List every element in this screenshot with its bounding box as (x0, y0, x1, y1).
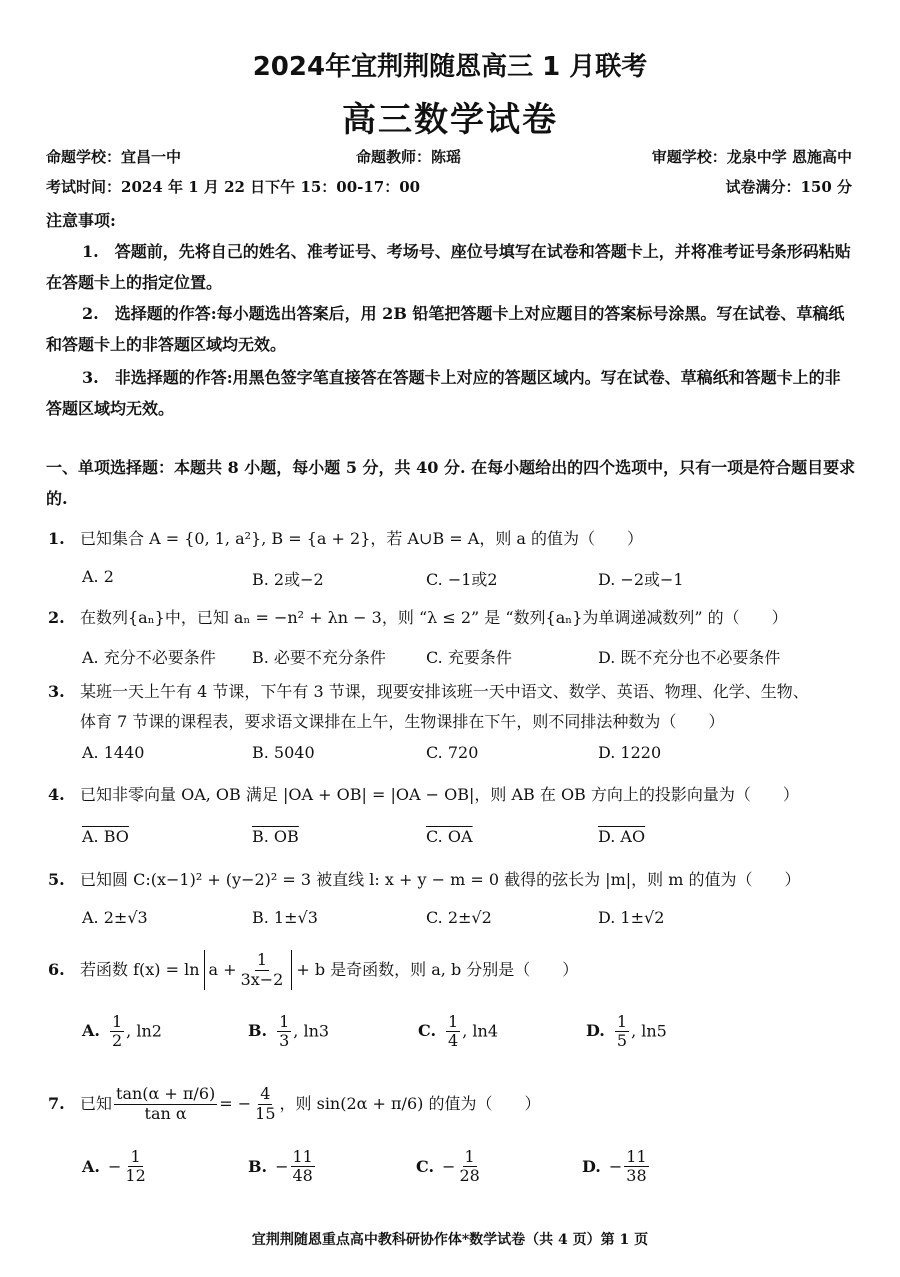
question-2 (48, 606, 856, 630)
option-letter: D. (582, 1157, 601, 1177)
q3-option-c[interactable]: C. 720 (426, 743, 479, 762)
question-text: 已知集合 A = {0, 1, a²}, B = {a + 2}，若 A∪B = A，则 a 的值为（ ） (80, 529, 644, 548)
q5-option-c[interactable]: C. 2±√2 (426, 908, 492, 927)
fraction (123, 1148, 147, 1186)
numerator: tan(α + π/6) (116, 1084, 216, 1104)
q7-option-b[interactable] (248, 1148, 317, 1186)
denominator: 28 (459, 1166, 480, 1186)
option-letter: B. (248, 1157, 268, 1177)
numerator: 1 (616, 1012, 628, 1031)
school-label: 命题学校：宜昌一中 (46, 148, 182, 166)
q2-option-a[interactable]: A. 充分不必要条件 (82, 648, 216, 667)
paper-title: 高三数学试卷 (342, 100, 558, 140)
question-3 (48, 680, 856, 704)
option-sign: − (442, 1157, 456, 1177)
question-number: 6. (48, 960, 65, 979)
question-4 (48, 783, 856, 807)
option-letter: A. (82, 1021, 100, 1041)
q4-option-b[interactable]: B. OB (252, 827, 299, 846)
q5-option-a[interactable]: A. 2±√3 (82, 908, 148, 927)
q7-option-a[interactable] (82, 1148, 150, 1186)
q6-option-c[interactable] (418, 1013, 498, 1051)
fraction (110, 1013, 124, 1051)
notice-item-3: 3. 非选择题的作答:用黑色签字笔直接答在答题卡上对应的答题区域内。写在试卷、草稿纸和答题卡上的非答题区域均无效。 (46, 368, 841, 418)
option-letter: A. (82, 1157, 100, 1177)
q3-option-b[interactable]: B. 5040 (252, 743, 315, 762)
page-footer: 宜荆荆随恩重点高中教科研协作体*数学试卷（共 4 页）第 1 页 (251, 1232, 649, 1248)
exam-title: 2024年宜荆荆随恩高三 1 月联考 (252, 52, 648, 82)
fraction (446, 1013, 460, 1051)
denominator: 48 (292, 1166, 313, 1186)
option-sign: − (608, 1157, 623, 1177)
option-tail: , ln3 (293, 1021, 330, 1041)
q4-option-c[interactable]: C. OA (426, 827, 473, 846)
question-text-pre: 若函数 f(x) = ln (80, 960, 200, 979)
question-number: 7. (48, 1094, 65, 1113)
q3-option-d[interactable]: D. 1220 (598, 743, 662, 762)
q6-option-a[interactable] (82, 1013, 162, 1051)
question-text-line1: 某班一天上午有 4 节课，下午有 3 节课，现要安排该班一天中语文、数学、英语、物理、化学、生物、 (80, 682, 809, 701)
numerator: 11 (292, 1147, 313, 1166)
numerator: 1 (448, 1012, 459, 1031)
question-6 (48, 950, 856, 990)
abs-bars (204, 950, 293, 990)
question-text: 在数列{aₙ}中，已知 aₙ = −n² + λn − 3，则 “λ ≤ 2” 是 “数列{aₙ}为单调递减数列” 的（ ） (80, 608, 788, 627)
fraction (457, 1148, 481, 1186)
q6-option-b[interactable] (248, 1013, 329, 1051)
option-letter: C. (416, 1157, 435, 1177)
q1-option-c[interactable]: C. −1或2 (426, 570, 498, 589)
numerator: 4 (260, 1084, 271, 1104)
option-letter: D. (586, 1021, 605, 1041)
option-tail: , ln5 (631, 1021, 667, 1041)
question-1 (48, 527, 856, 551)
option-letter: B. (248, 1021, 268, 1041)
denominator: 38 (626, 1166, 647, 1186)
denominator: tan α (144, 1103, 187, 1123)
numerator: 1 (130, 1147, 141, 1166)
fraction (277, 1013, 291, 1051)
question-number: 2. (48, 608, 65, 627)
q1-option-a[interactable]: A. 2 (82, 567, 114, 586)
question-7 (48, 1080, 856, 1128)
fraction (624, 1148, 648, 1186)
fraction (291, 1148, 315, 1186)
fraction-lhs (114, 1085, 217, 1123)
question-text-pre: 已知 (80, 1094, 113, 1113)
fraction (239, 951, 286, 989)
q5-option-b[interactable]: B. 1±√3 (252, 908, 318, 927)
question-number: 3. (48, 682, 65, 701)
fraction (615, 1013, 629, 1051)
q1-option-d[interactable]: D. −2或−1 (598, 570, 684, 589)
denominator: 12 (125, 1166, 146, 1186)
fraction-rhs (253, 1085, 277, 1123)
question-text: 已知非零向量 OA, OB 满足 |OA + OB| = |OA − OB|，则 AB 在 OB 方向上的投影向量为（ ） (80, 785, 799, 804)
denominator: 3 (279, 1031, 290, 1051)
time-label: 考试时间：2024 年 1 月 22 日下午 15：00-17：00 (46, 178, 421, 196)
question-text-post: + b 是奇函数，则 a, b 分别是（ ） (296, 960, 579, 979)
numerator: 1 (111, 1012, 123, 1031)
question-5 (48, 868, 856, 892)
q4-option-a[interactable]: A. BO (82, 827, 129, 846)
q4-option-d[interactable]: D. AO (598, 827, 646, 846)
equals-sign: = − (219, 1094, 252, 1113)
question-3-line2: 体育 7 节课的课程表，要求语文课排在上午，生物课排在下午，则不同排法种数为（ ） (80, 712, 725, 731)
q5-option-d[interactable]: D. 1±√2 (598, 908, 665, 927)
q3-option-a[interactable]: A. 1440 (82, 743, 145, 762)
notice-heading: 注意事项: (46, 211, 116, 230)
denominator: 4 (448, 1031, 459, 1051)
denominator: 2 (111, 1031, 123, 1051)
teacher-label: 命题教师：陈瑶 (356, 148, 462, 166)
denominator: 15 (255, 1103, 276, 1123)
question-number: 1. (48, 529, 65, 548)
question-text-post: ，则 sin(2α + π/6) 的值为（ ） (279, 1094, 541, 1113)
q6-option-d[interactable] (586, 1013, 667, 1051)
option-sign: − (275, 1157, 289, 1177)
denominator: 3x−2 (240, 969, 284, 989)
q2-option-b[interactable]: B. 必要不充分条件 (252, 648, 386, 667)
option-letter: C. (418, 1021, 437, 1041)
question-number: 4. (48, 785, 65, 804)
question-number: 5. (48, 870, 65, 889)
q2-option-c[interactable]: C. 充要条件 (426, 648, 512, 667)
option-tail: , ln2 (126, 1021, 162, 1041)
question-text: 已知圆 C:(x−1)² + (y−2)² = 3 被直线 l: x + y − m = 0 截得的弦长为 |m|，则 m 的值为（ ） (80, 870, 801, 889)
numerator: 1 (464, 1147, 475, 1166)
option-tail: , ln4 (462, 1021, 498, 1041)
notice-item-2: 2. 选择题的作答:每小题选出答案后，用 2B 铅笔把答题卡上对应题目的答案标号涂黑。写在试卷、草稿纸和答题卡上的非答题区域均无效。 (46, 304, 845, 354)
section-heading: 一、单项选择题：本题共 8 小题，每小题 5 分，共 40 分. 在每小题给出的四个选项中，只有一项是符合题目要求的. (46, 458, 856, 508)
q1-option-b[interactable]: B. 2或−2 (252, 570, 324, 589)
denominator: 5 (616, 1031, 628, 1051)
abs-inner-text: a + (208, 960, 237, 979)
numerator: 1 (279, 1012, 290, 1031)
score-label: 试卷满分：150 分 (725, 178, 852, 196)
numerator: 11 (626, 1147, 647, 1166)
review-label: 审题学校：龙泉中学 恩施高中 (651, 148, 852, 166)
notice-item-1: 1. 答题前，先将自己的姓名、准考证号、考场号、座位号填写在试卷和答题卡上，并将准考证号条形码粘贴在答题卡上的指定位置。 (46, 242, 851, 292)
q2-option-d[interactable]: D. 既不充分也不必要条件 (598, 648, 781, 667)
option-sign: − (107, 1157, 122, 1177)
numerator: 1 (256, 950, 268, 970)
q7-option-d[interactable] (582, 1148, 651, 1186)
q7-option-c[interactable] (416, 1148, 484, 1186)
